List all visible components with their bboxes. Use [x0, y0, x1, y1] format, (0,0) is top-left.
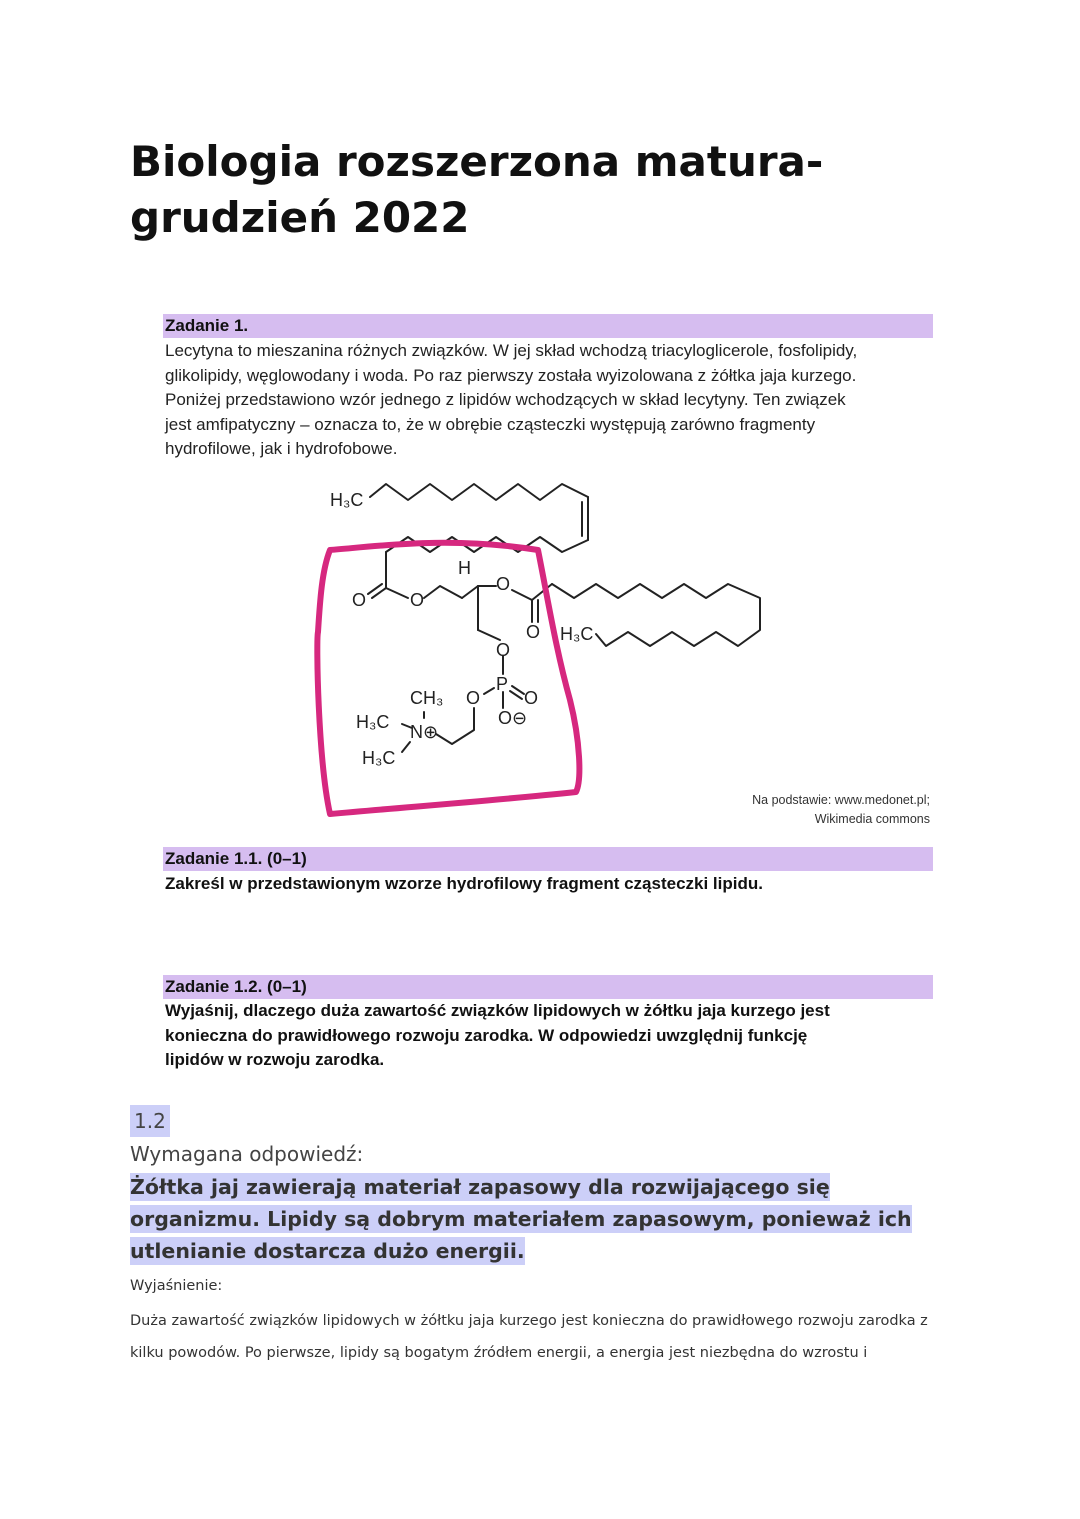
task-1-1-text: Zakreśl w przedstawionym wzorze hydrofilowy fragment cząsteczki lipidu. [165, 874, 763, 893]
source-line: Wikimedia commons [814, 812, 930, 826]
label-o: O [496, 640, 511, 660]
task-1-line: glikolipidy, węglowodany i woda. Po raz pierwszy została wyizolowana z żółtka jaja kurzego. [165, 365, 857, 385]
page-title: Biologia rozszerzona matura- grudzień 2022 [130, 137, 824, 242]
task-1-2-line: Wyjaśnij, dlaczego duża zawartość związków lipidowych w żółtku jaja kurzego jest [165, 1001, 830, 1020]
label-o: O [352, 590, 367, 610]
task-1-2-line: lipidów w rozwoju zarodka. [165, 1050, 385, 1069]
label-o: O [496, 574, 511, 594]
task-1-2-text [165, 999, 935, 1073]
label-h3c-top: H₃C [330, 490, 364, 510]
task-1-2-line: konieczna do prawidłowego rozwoju zarodka. W odpowiedzi uwzględnij funkcję [165, 1025, 808, 1045]
lecithin-structure-figure [300, 478, 780, 823]
label-o: O [524, 688, 539, 708]
required-answer-label: Wymagana odpowiedź: [130, 1142, 364, 1166]
answer-number: 1.2 [130, 1105, 170, 1137]
label-p: P [496, 674, 509, 694]
source-line: Na podstawie: www.medonet.pl; [752, 793, 930, 807]
task-1-line: Poniżej przedstawiono wzór jednego z lipidów wchodzących w skład lecytyny. Ten związek [165, 390, 846, 409]
label-o: O [466, 688, 481, 708]
label-n-plus: N⊕ [410, 722, 439, 742]
figure-source [752, 791, 930, 829]
fatty-acid-chain-top [370, 484, 588, 500]
task-1-2-heading: Zadanie 1.2. (0–1) [163, 975, 933, 999]
required-answer [130, 1171, 940, 1267]
label-h3c-n: H₃C [356, 712, 390, 732]
task-1-line: Lecytyna to mieszanina różnych związków. W jej skład wchodzą triacyloglicerole, fosfolipidy, [165, 341, 858, 360]
required-answer-text: Żółtka jaj zawierają materiał zapasowy dla rozwijającego się organizmu. Lipidy są dobrym materiałem zapasowym, ponieważ ich utlenianie dostarcza dużo energii. [130, 1175, 912, 1263]
label-o-minus: O⊖ [498, 708, 528, 728]
label-ch3: CH₃ [410, 688, 444, 708]
task-1-heading: Zadanie 1. [163, 314, 933, 338]
label-o: O [410, 590, 425, 610]
explanation-label: Wyjaśnienie: [130, 1278, 223, 1294]
hydrophilic-fragment-circle [317, 543, 579, 814]
task-1-line: hydrofilowe, jak i hydrofobowe. [165, 439, 398, 458]
task-1-text [165, 339, 935, 462]
label-o: O [526, 622, 541, 642]
explanation-text: Duża zawartość związków lipidowych w żółtku jaja kurzego jest konieczna do prawidłowego rozwoju zarodka z kilku powodów. Po pierwsze, lipidy są bogatym źródłem energii, a energia jest niezbędna do wzrostu i [130, 1313, 928, 1361]
label-h3c-right: H₃C [560, 624, 594, 644]
label-h3c-bottom: H₃C [362, 748, 396, 768]
task-1-line: jest amfipatyczny – oznacza to, że w obrębie cząsteczki występują zarówno fragmenty [165, 414, 816, 434]
task-1-1-heading: Zadanie 1.1. (0–1) [163, 847, 933, 871]
label-h: H [458, 558, 471, 578]
